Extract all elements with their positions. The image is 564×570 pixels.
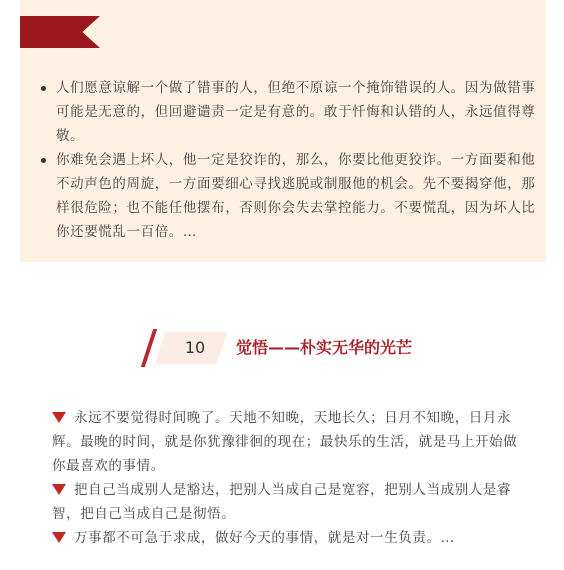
list-item <box>52 478 522 526</box>
list-item <box>52 406 522 478</box>
section-body <box>52 406 522 550</box>
bullet-text: 人们愿意谅解一个做了错事的人，但绝不原谅一个掩饰错误的人。因为做错事可能是无意的，但回避谴责一定是有意的。敢于忏悔和认错的人，永远值得尊敬。 <box>56 80 536 144</box>
list-item <box>40 148 540 244</box>
triangle-down-icon <box>52 484 66 495</box>
triangle-down-icon <box>52 412 66 423</box>
bullet-list <box>40 76 540 244</box>
bullet-text: 你难免会遇上坏人，他一定是狡诈的，那么，你要比他更狡诈。一方面要和他不动声色的周旋，一方面要细心寻找逃脱或制服他的机会。先不要揭穿他，那样很危险；也不能任他摆布，否则你会失去掌控能力。不要慌乱，因为坏人比你还要慌乱一百倍。… <box>56 152 536 240</box>
item-text: 永远不要觉得时间晚了。天地不知晚，天地长久；日月不知晚，日月永辉。最晚的时间，就是你犹豫徘徊的现在；最快乐的生活，就是马上开始做你最喜欢的事情。 <box>52 410 518 474</box>
section-title: 觉悟——朴实无华的光芒 <box>236 338 413 357</box>
triangle-down-icon <box>52 532 66 543</box>
quote-card <box>20 0 546 262</box>
item-text: 把自己当成别人是豁达，把别人当成自己是宽容，把别人当成别人是睿智，把自己当成自己是彻悟。 <box>52 482 512 522</box>
ribbon-banner <box>20 16 100 48</box>
bullet-dot-icon <box>41 86 46 91</box>
list-item <box>52 526 522 550</box>
item-text: 万事都不可急于求成，做好今天的事情，就是对一生负责。… <box>74 530 455 546</box>
section-number: 10 <box>184 338 206 357</box>
section-header <box>0 322 564 372</box>
bullet-dot-icon <box>41 158 46 163</box>
list-item <box>40 76 540 148</box>
